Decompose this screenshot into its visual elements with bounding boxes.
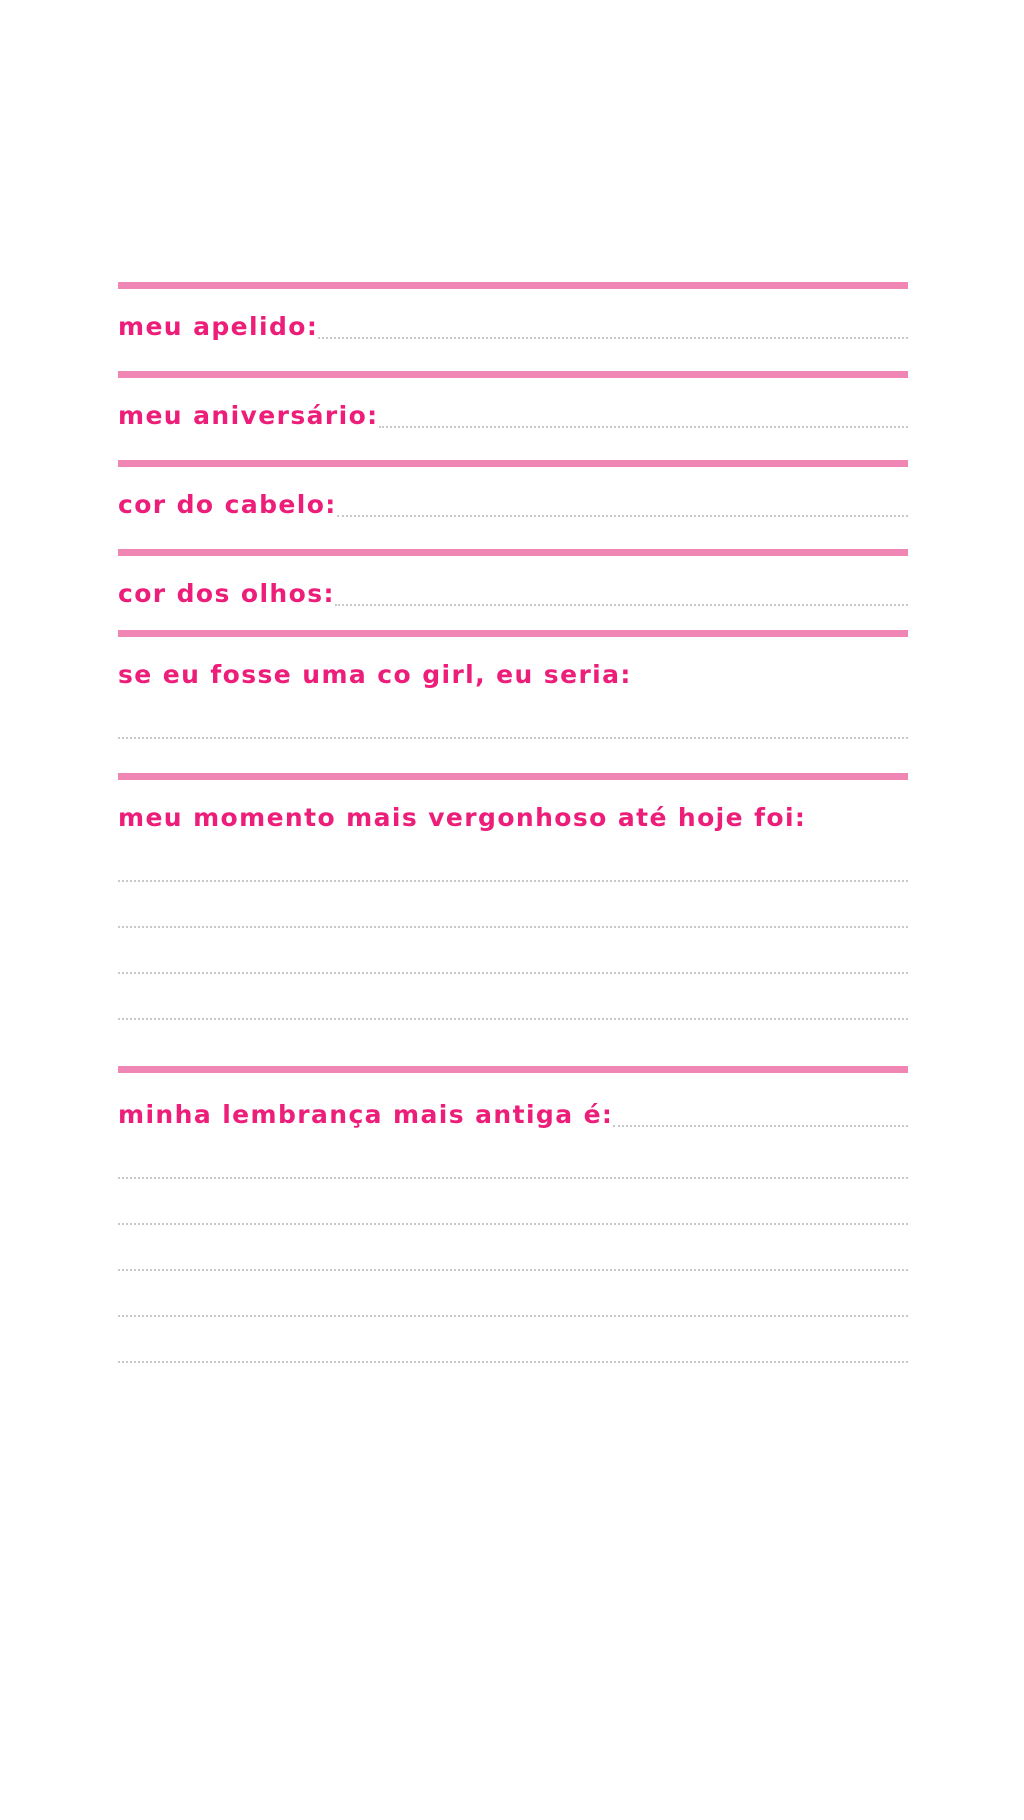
field-label-aniversario: meu aniversário: <box>118 401 379 430</box>
field-row-momento-vergonhoso[interactable] <box>118 802 908 836</box>
field-input-lembranca-antiga[interactable] <box>613 1125 908 1127</box>
field-row-cor-dos-olhos[interactable] <box>118 578 908 612</box>
field-input-cor-dos-olhos[interactable] <box>335 604 908 606</box>
field-row-co-girl[interactable] <box>118 659 908 693</box>
field-block-cor-do-cabelo <box>118 460 908 549</box>
section-rule <box>118 282 908 289</box>
section-rule <box>118 773 908 780</box>
field-label-cor-do-cabelo: cor do cabelo: <box>118 490 337 519</box>
field-label-lembranca-antiga: minha lembrança mais antiga é: <box>118 1100 614 1129</box>
field-block-momento-vergonhoso <box>118 773 908 1066</box>
write-line[interactable] <box>118 880 908 882</box>
section-rule <box>118 371 908 378</box>
field-label-co-girl: se eu fosse uma co girl, eu seria: <box>118 660 632 689</box>
section-rule <box>118 460 908 467</box>
field-extra-lines-lembranca-antiga <box>118 1177 908 1363</box>
field-block-lembranca-antiga <box>118 1066 908 1363</box>
field-block-apelido <box>118 282 908 371</box>
field-block-co-girl <box>118 630 908 773</box>
write-line[interactable] <box>118 1269 908 1271</box>
section-rule <box>118 630 908 637</box>
field-block-aniversario <box>118 371 908 460</box>
section-rule <box>118 549 908 556</box>
write-line[interactable] <box>118 926 908 928</box>
field-row-cor-do-cabelo[interactable] <box>118 489 908 523</box>
field-label-cor-dos-olhos: cor dos olhos: <box>118 579 335 608</box>
field-input-apelido[interactable] <box>318 337 908 339</box>
write-line[interactable] <box>118 1315 908 1317</box>
field-input-cor-do-cabelo[interactable] <box>337 515 908 517</box>
write-line[interactable] <box>118 1361 908 1363</box>
write-line[interactable] <box>118 1177 908 1179</box>
field-label-apelido: meu apelido: <box>118 312 319 341</box>
field-input-aniversario[interactable] <box>379 426 908 428</box>
field-row-apelido[interactable] <box>118 311 908 345</box>
field-row-aniversario[interactable] <box>118 400 908 434</box>
field-extra-lines-momento-vergonhoso <box>118 880 908 1020</box>
field-label-momento-vergonhoso: meu momento mais vergonhoso até hoje foi: <box>118 803 807 832</box>
field-row-lembranca-antiga[interactable] <box>118 1099 908 1133</box>
write-line[interactable] <box>118 972 908 974</box>
section-rule <box>118 1066 908 1073</box>
form-sheet <box>118 282 908 1363</box>
field-block-cor-dos-olhos <box>118 549 908 630</box>
write-line[interactable] <box>118 1223 908 1225</box>
